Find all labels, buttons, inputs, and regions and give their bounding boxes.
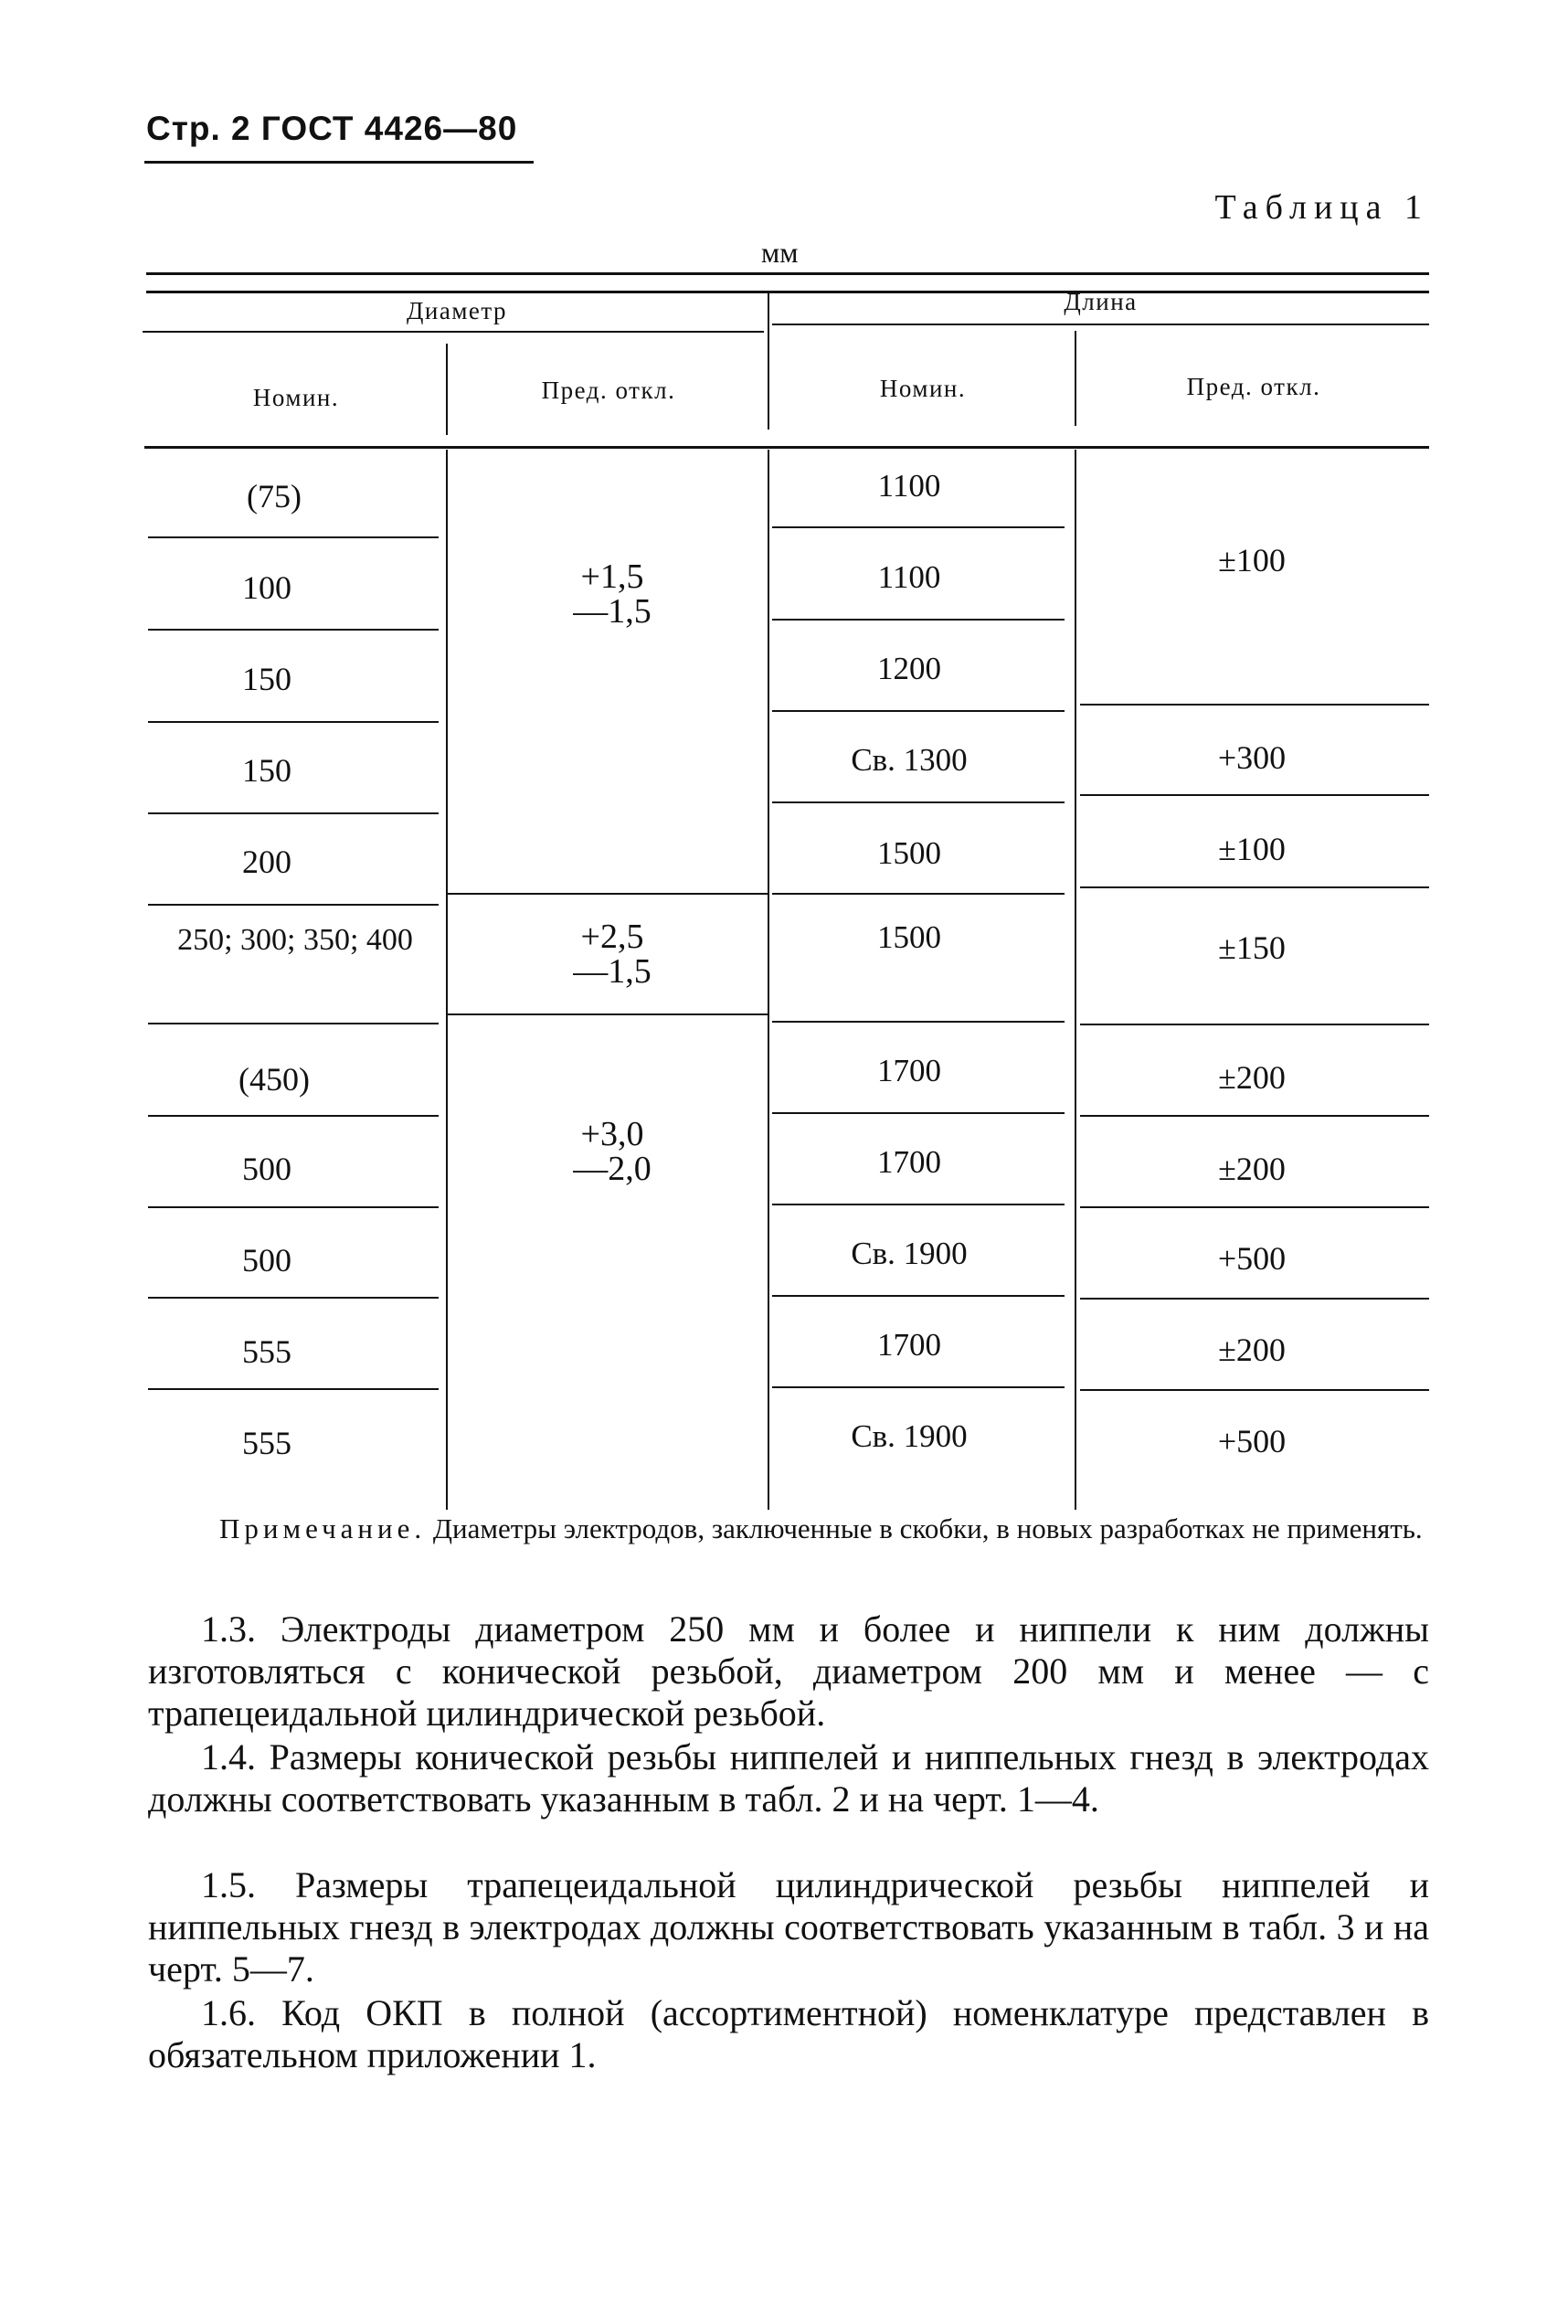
cell-ltol-r7: ±200	[1218, 1059, 1286, 1096]
rule-dnom-3	[148, 721, 439, 723]
cell-dtol-group3	[512, 1117, 713, 1186]
cell-lnom-r8: 1700	[877, 1144, 941, 1180]
rule-lnom-4	[772, 801, 1065, 803]
cell-dtol-group3-upper: +3,0	[580, 1115, 644, 1153]
header-l-nom: Номин.	[879, 375, 967, 402]
cell-lnom-r6: 1500	[877, 919, 941, 955]
cell-dnom-r1: (75)	[247, 478, 302, 515]
rule-ltol-7	[1080, 1298, 1429, 1300]
note-label: Примечание.	[219, 1512, 427, 1544]
cell-dnom-r8: 500	[242, 1151, 291, 1187]
cell-lnom-r1: 1100	[877, 468, 941, 504]
rule-dnom-4	[148, 812, 439, 814]
cell-ltol-r5: ±100	[1218, 831, 1286, 867]
page-header: Стр. 2 ГОСТ 4426—80	[146, 110, 518, 147]
paragraph-1-4: 1.4. Размеры конической резьбы ниппелей и ниппельных гнезд в электродах должны соответствовать указанным в табл. 2 и на черт. 1—4.	[148, 1736, 1429, 1820]
rule-dnom-2	[148, 629, 439, 631]
paragraph-1-6: 1.6. Код ОКП в полной (ассортиментной) номенклатуре представлен в обязательном приложении 1.	[148, 1992, 1429, 2075]
table-note	[219, 1512, 1429, 1545]
rule-dnom-6	[148, 1023, 439, 1024]
paragraph-1-5: 1.5. Размеры трапецеидальной цилиндрической резьбы ниппелей и ниппельных гнезд в электродах должны соответствовать указанным в табл. 3 и на черт. 5—7.	[148, 1864, 1429, 1990]
cell-ltol-r6: ±150	[1218, 929, 1286, 966]
table-title: Таблица 1	[1214, 188, 1429, 227]
cell-ltol-r4: +300	[1217, 739, 1287, 776]
rule-ltol-3	[1080, 886, 1429, 888]
rule-lnom-9	[772, 1295, 1065, 1297]
cell-lnom-r5: 1500	[877, 835, 941, 871]
cell-dnom-r4: 150	[242, 752, 291, 789]
cell-dtol-group1-lower: —1,5	[573, 592, 652, 631]
rule-ltol-6	[1080, 1206, 1429, 1208]
vrule-3-top	[1075, 331, 1076, 426]
cell-ltol-merged: ±100	[1218, 542, 1286, 578]
rule-dnom-10	[148, 1388, 439, 1390]
rule-lnom-7	[772, 1112, 1065, 1114]
cell-ltol-r11: +500	[1217, 1423, 1287, 1459]
rule-ltol-1	[1080, 704, 1429, 706]
rule-lnom-1	[772, 526, 1065, 528]
cell-dnom-r9: 500	[242, 1242, 291, 1279]
cell-ltol-r8: ±200	[1218, 1151, 1286, 1187]
rule-lnom-8	[772, 1204, 1065, 1205]
cell-lnom-r9: Св. 1900	[851, 1236, 968, 1271]
header-underline	[144, 161, 534, 164]
rule-dnom-7	[148, 1115, 439, 1117]
rule-ltol-5	[1080, 1115, 1429, 1117]
rule-dnom-9	[148, 1297, 439, 1299]
rule-lnom-10	[772, 1386, 1065, 1388]
table-unit: мм	[761, 236, 799, 269]
cell-dtol-group2-upper: +2,5	[580, 918, 644, 956]
cell-dnom-r10: 555	[242, 1333, 291, 1370]
rule-dtol-1	[448, 893, 768, 895]
rule-lnom-2	[772, 619, 1065, 621]
header-d-tol: Пред. откл.	[541, 377, 676, 404]
cell-dnom-r5: 200	[242, 844, 291, 880]
note-text: Диаметры электродов, заключенные в скобки, в новых разработках не применять.	[426, 1512, 1423, 1544]
cell-lnom-r10: 1700	[877, 1327, 941, 1363]
group-rule-left	[143, 331, 764, 333]
cell-lnom-r4: Св. 1300	[851, 742, 968, 778]
vrule-3	[1075, 450, 1076, 1510]
vrule-1-top	[446, 344, 448, 435]
rule-lnom-6	[772, 1021, 1065, 1023]
rule-dnom-5	[148, 904, 439, 906]
cell-dtol-group1-upper: +1,5	[580, 557, 644, 596]
cell-dnom-r6: 250; 300; 350; 400	[177, 923, 413, 957]
rule-dnom-8	[148, 1206, 439, 1208]
cell-lnom-r2: 1100	[877, 559, 941, 595]
cell-dtol-group3-lower: —2,0	[573, 1150, 652, 1188]
cell-lnom-r7: 1700	[877, 1053, 941, 1088]
vrule-2	[768, 450, 769, 1510]
cell-dnom-r11: 555	[242, 1425, 291, 1461]
header-d-nom: Номин.	[252, 384, 340, 411]
table-top-rule	[146, 272, 1429, 275]
rule-lnom-5	[772, 893, 1065, 895]
cell-ltol-r10: ±200	[1218, 1332, 1286, 1368]
cell-lnom-r11: Св. 1900	[851, 1418, 968, 1454]
cell-dnom-r3: 150	[242, 661, 291, 697]
rule-lnom-3	[772, 710, 1065, 712]
vrule-1	[446, 450, 448, 1510]
rule-ltol-4	[1080, 1024, 1429, 1025]
rule-ltol-2	[1080, 794, 1429, 796]
paragraph-1-3: 1.3. Электроды диаметром 250 мм и более и ниппели к ним должны изготовляться с конической резьбой, диаметром 200 мм и менее — с трапецеидальной цилиндрической резьбой.	[148, 1608, 1429, 1734]
header-length: Длина	[1064, 288, 1138, 315]
cell-dtol-group1	[512, 559, 713, 629]
rule-ltol-8	[1080, 1389, 1429, 1391]
cell-dtol-group2-lower: —1,5	[573, 952, 652, 991]
cell-lnom-r3: 1200	[877, 651, 941, 686]
rule-dnom-1	[148, 536, 439, 538]
header-bottom-rule	[144, 446, 1429, 449]
cell-dtol-group2	[512, 919, 713, 989]
rule-dtol-2	[448, 1013, 768, 1015]
cell-dnom-r7: (450)	[238, 1061, 310, 1098]
cell-ltol-r9: +500	[1217, 1240, 1287, 1277]
header-l-tol: Пред. откл.	[1186, 373, 1321, 400]
cell-dnom-r2: 100	[242, 569, 291, 606]
vrule-2-top	[768, 292, 769, 430]
header-diameter: Диаметр	[406, 297, 508, 324]
group-rule-right	[772, 324, 1429, 325]
